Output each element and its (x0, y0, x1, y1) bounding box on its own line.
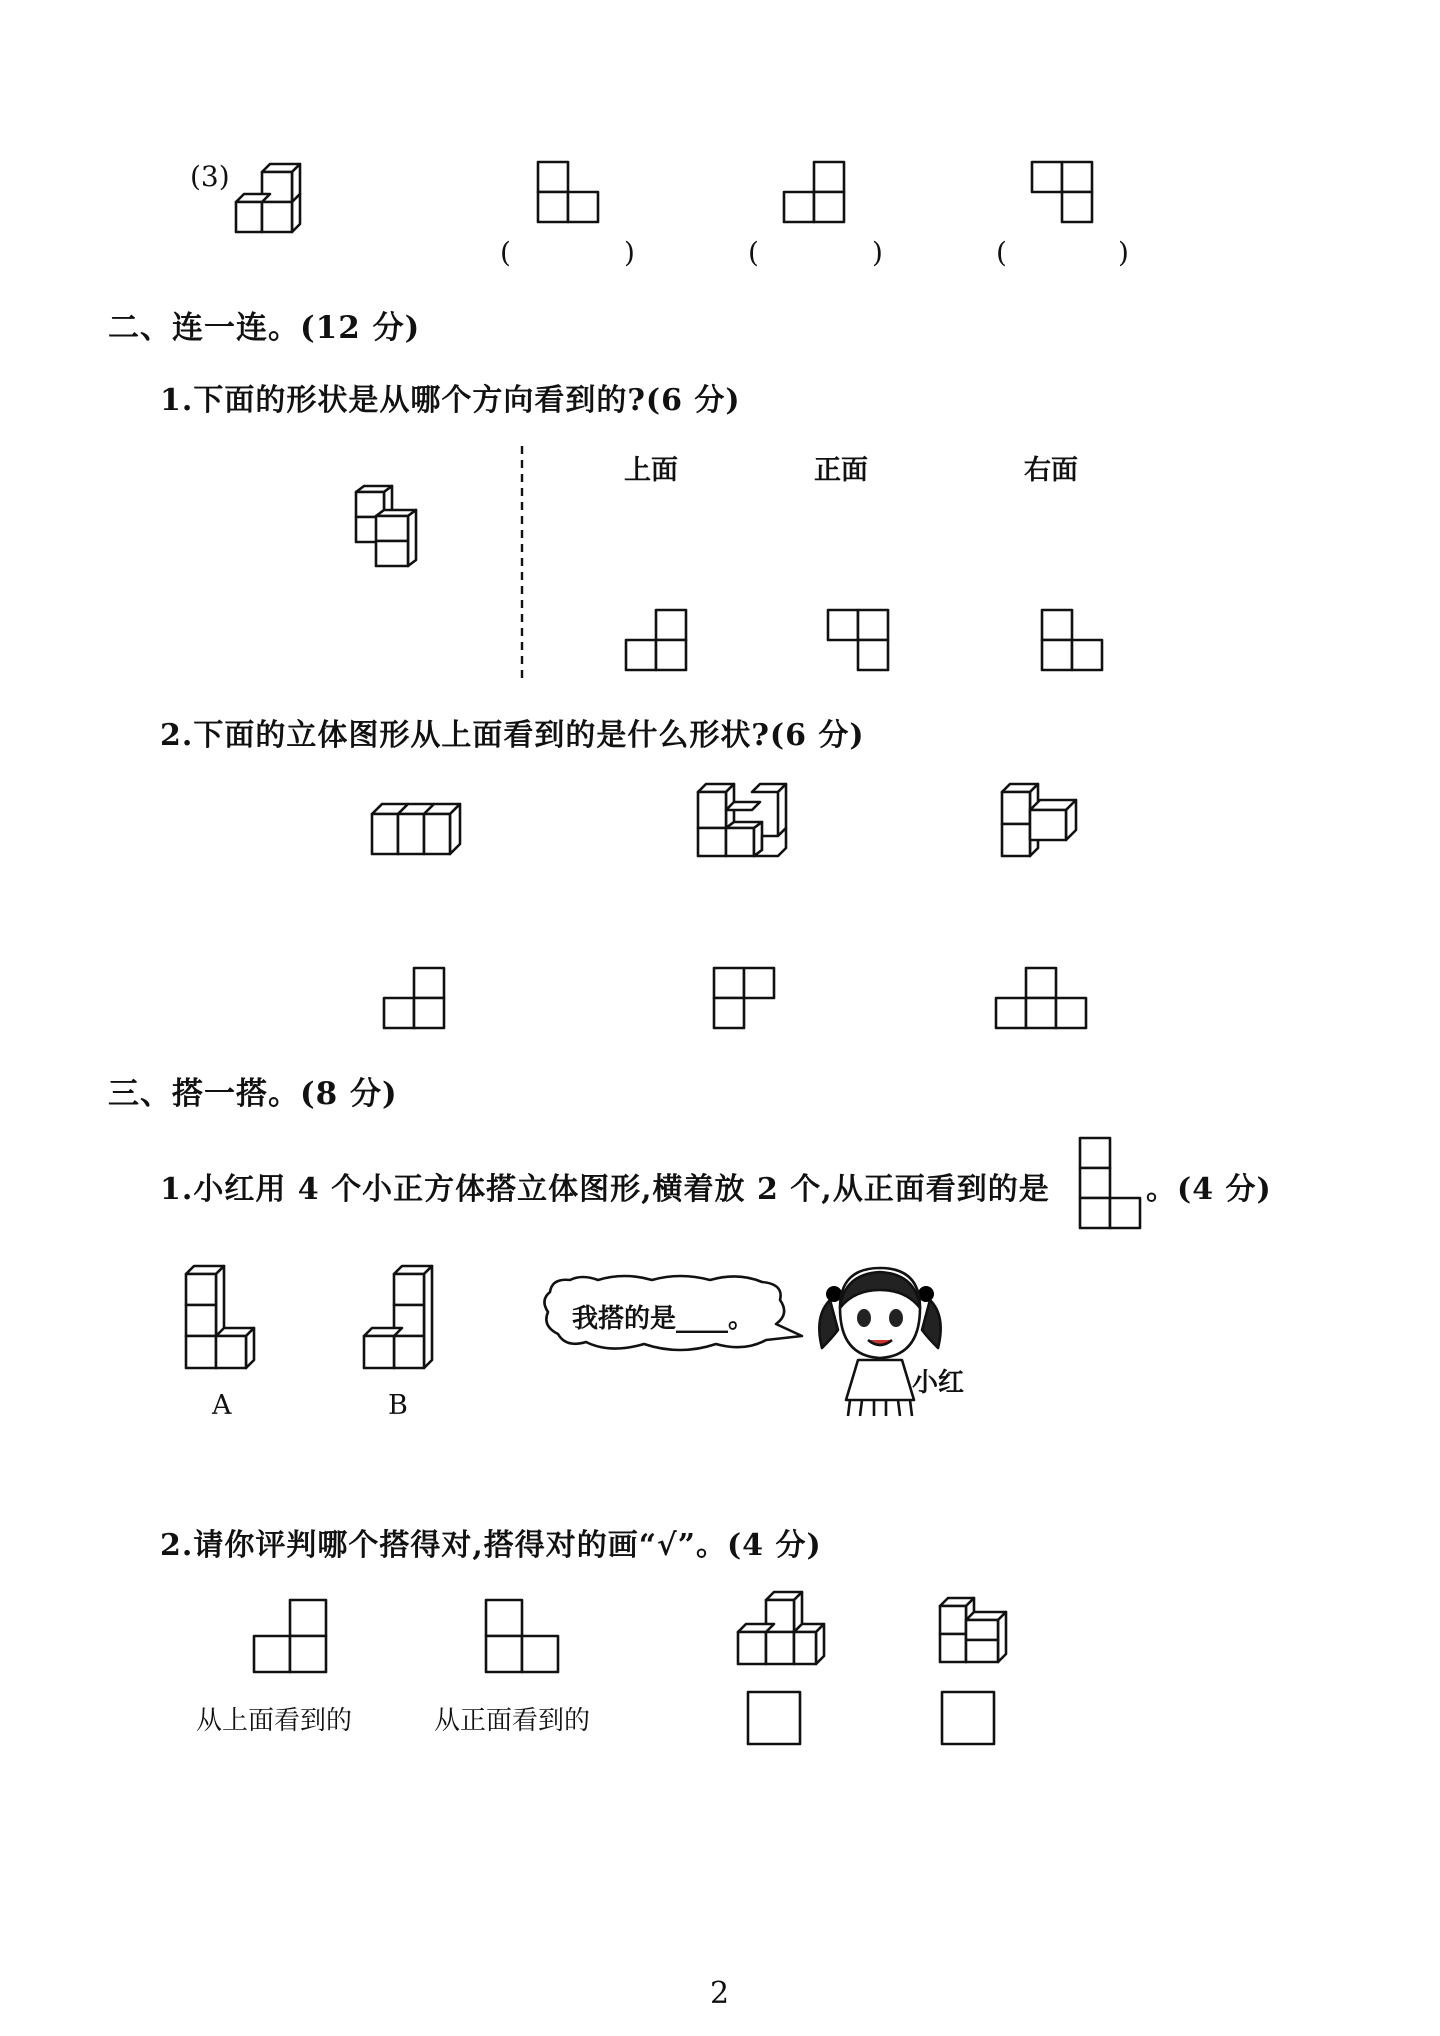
question-3-label: (3) (190, 160, 230, 193)
section-2-question-1: 1.下面的形状是从哪个方向看到的?(6 分) (160, 383, 741, 418)
view-shape-2-2-c (994, 966, 1090, 1032)
answer-paren-open: ( (748, 236, 759, 269)
answer-paren-close: ) (1118, 236, 1129, 269)
cube-step-figure-2-2 (696, 780, 792, 860)
cube-figure-judge-b (938, 1596, 1018, 1676)
answer-paren-close: ) (872, 236, 883, 269)
view-shape-2-1-a (624, 608, 690, 674)
answer-paren-close: ) (624, 236, 635, 269)
cube-stack-figure-q3 (236, 160, 326, 240)
front-view-shape-inline (1078, 1136, 1144, 1232)
cube-figure-option-a (184, 1262, 274, 1374)
option-b-label: B (388, 1390, 408, 1421)
cube-row-figure-2-2 (370, 798, 470, 858)
section-3-question-1-score: 。(4 分) (1146, 1172, 1272, 1207)
cube-figure-judge-a (736, 1590, 828, 1670)
answer-checkbox-b[interactable] (940, 1690, 1000, 1750)
view-shape-q3-a (536, 160, 602, 226)
view-shape-2-2-a (382, 966, 448, 1032)
front-view-shape (484, 1598, 564, 1678)
view-shape-q3-c (1030, 160, 1096, 226)
top-view-label: 从上面看到的 (196, 1706, 353, 1736)
option-a-label: A (212, 1390, 232, 1421)
view-shape-2-2-b (712, 966, 778, 1032)
answer-checkbox-a[interactable] (746, 1690, 806, 1750)
view-shape-q3-b (782, 160, 848, 226)
speech-bubble-text: 我搭的是____。 (572, 1304, 755, 1334)
section-3-heading: 三、搭一搭。(8 分) (108, 1076, 398, 1112)
view-shape-2-1-b (826, 608, 892, 674)
section-3-question-2-text: 2.请你评判哪个搭得对,搭得对的画“√”。(4 分) (160, 1528, 822, 1563)
page-number: 2 (710, 1976, 730, 2011)
answer-paren-open: ( (500, 236, 511, 269)
cube-figure-option-b (362, 1262, 452, 1374)
direction-label-right: 右面 (1024, 455, 1078, 486)
section-2-heading: 二、连一连。(12 分) (108, 310, 421, 346)
answer-paren-open: ( (996, 236, 1007, 269)
dashed-divider (518, 446, 526, 678)
direction-label-top: 上面 (624, 455, 678, 486)
front-view-label: 从正面看到的 (434, 1706, 591, 1736)
top-view-shape (252, 1598, 332, 1678)
section-3-question-1-text: 1.小红用 4 个小正方体搭立体图形,横着放 2 个,从正面看到的是 (160, 1172, 1050, 1207)
girl-name-label: 小红 (912, 1368, 965, 1398)
cube-corner-figure-2-2 (1000, 780, 1096, 860)
view-shape-2-1-c (1040, 608, 1106, 674)
cube-stack-figure-2-1 (354, 484, 434, 570)
section-2-question-2: 2.下面的立体图形从上面看到的是什么形状?(6 分) (160, 718, 865, 753)
direction-label-front: 正面 (814, 455, 868, 486)
